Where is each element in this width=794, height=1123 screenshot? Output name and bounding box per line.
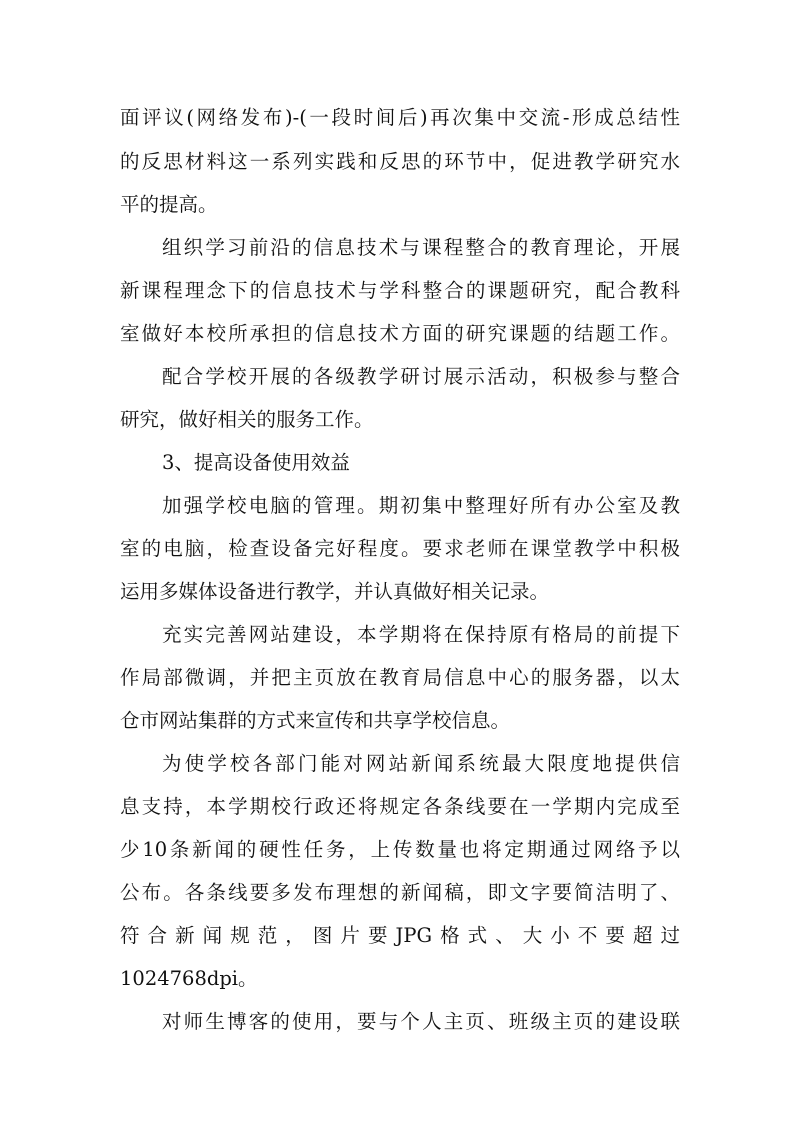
body-text-line: 新课程理念下的信息技术与学科整合的课题研究，配合教科 (120, 279, 680, 302)
body-text-line: 仓市网站集群的方式来宣传和共享学校信息。 (120, 709, 511, 732)
section-heading: 3、提高设备使用效益 (162, 451, 350, 474)
body-text-line: 公布。各条线要多发布理想的新闻稿，即文字要简洁明了、 (120, 881, 680, 904)
paragraph-first-line: 为使学校各部门能对网站新闻系统最大限度地提供信 (162, 752, 680, 775)
body-text-line: 符合新闻规范，图片要JPG格式、大小不要超过 (120, 924, 680, 947)
paragraph-first-line: 加强学校电脑的管理。期初集中整理好所有办公室及教 (162, 494, 680, 517)
paragraph-first-line: 充实完善网站建设，本学期将在保持原有格局的前提下 (162, 623, 680, 646)
paragraph-first-line: 对师生博客的使用，要与个人主页、班级主页的建设联 (162, 1010, 680, 1033)
body-text-line: 少10条新闻的硬性任务，上传数量也将定期通过网络予以 (120, 838, 680, 861)
body-text-line: 平的提高。 (120, 193, 218, 216)
paragraph-first-line: 组织学习前沿的信息技术与课程整合的教育理论，开展 (162, 236, 680, 259)
body-text-line: 1024768dpi。 (120, 967, 258, 990)
paragraph-first-line: 配合学校开展的各级教学研讨展示活动，积极参与整合 (162, 365, 680, 388)
body-text-line: 室做好本校所承担的信息技术方面的研究课题的结题工作。 (120, 322, 680, 345)
body-text-line: 研究，做好相关的服务工作。 (120, 408, 374, 431)
body-text-line: 的反思材料这一系列实践和反思的环节中，促进教学研究水 (120, 150, 680, 173)
body-text-line: 息支持，本学期校行政还将规定各条线要在一学期内完成至 (120, 795, 680, 818)
body-text-line: 运用多媒体设备进行教学，并认真做好相关记录。 (120, 580, 550, 603)
body-text-line: 面评议(网络发布)-(一段时间后)再次集中交流-形成总结性 (120, 106, 680, 129)
body-text-line: 室的电脑，检查设备完好程度。要求老师在课堂教学中积极 (120, 537, 680, 560)
body-text-line: 作局部微调，并把主页放在教育局信息中心的服务器，以太 (120, 666, 680, 689)
